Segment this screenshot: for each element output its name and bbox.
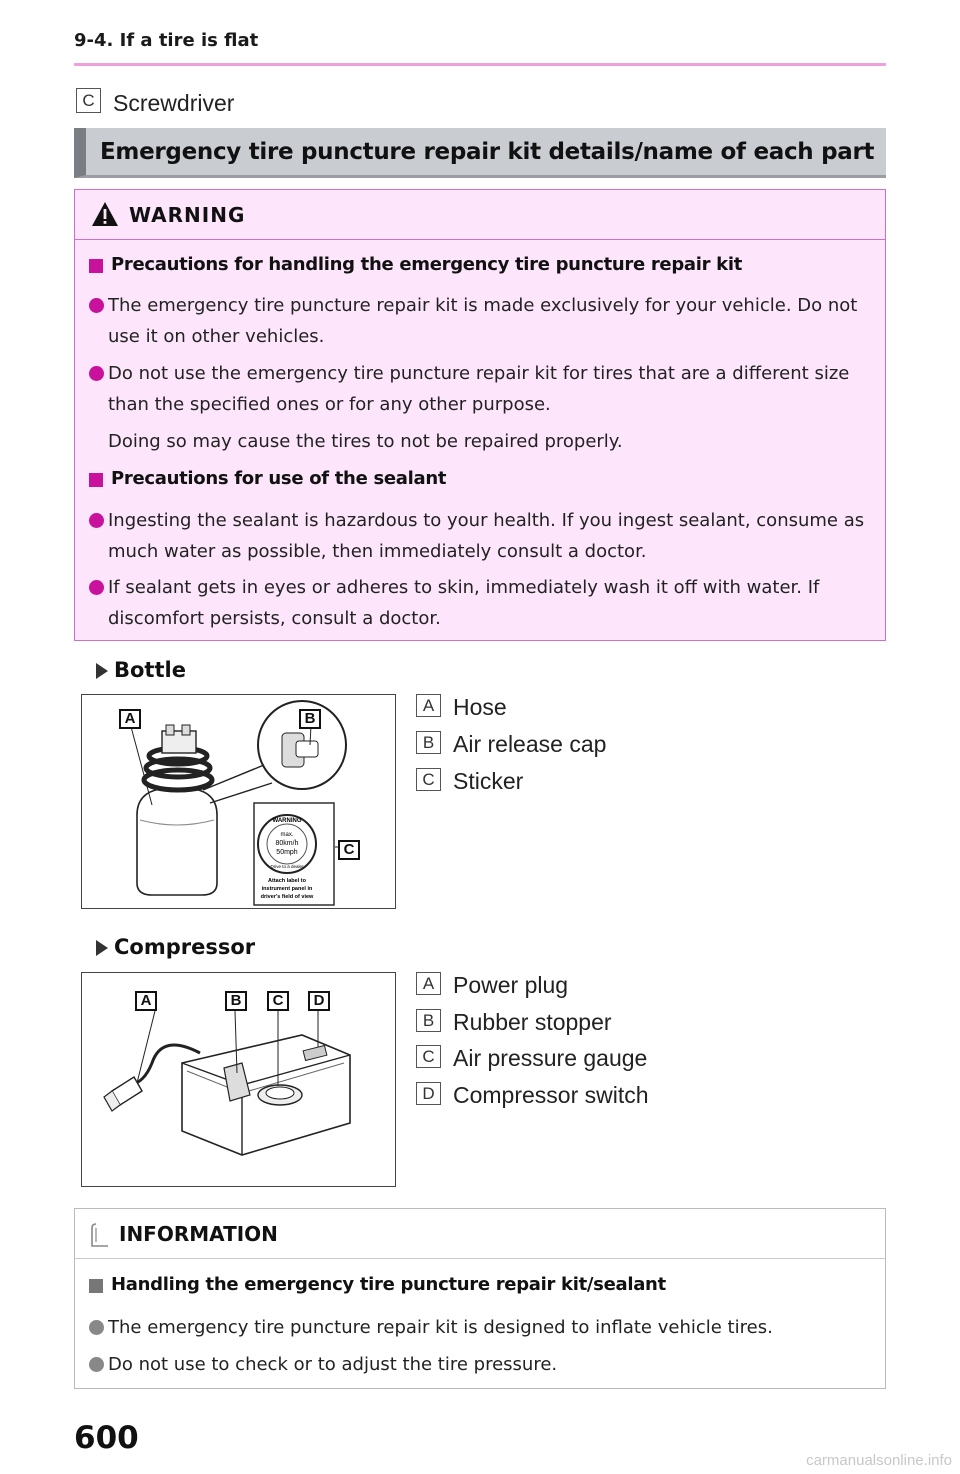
sticker-text: instrument panel in bbox=[261, 886, 313, 892]
watermark: carmanualsonline.info bbox=[806, 1452, 952, 1469]
information-header bbox=[75, 1209, 885, 1259]
figure-label-c: C bbox=[338, 840, 360, 860]
section-title-bar bbox=[74, 128, 886, 178]
part-letter-c: C bbox=[416, 768, 441, 791]
part-label-air-pressure-gauge: Air pressure gauge bbox=[453, 1045, 648, 1071]
figure-label-c: C bbox=[267, 991, 289, 1011]
sticker-text: 80km/h bbox=[275, 840, 299, 847]
warning-paragraph: The emergency tire puncture repair kit is made exclusively for your vehicle. Do not use it on other vehicles. bbox=[108, 295, 858, 347]
sticker-text: 50mph bbox=[276, 849, 298, 856]
warning-header bbox=[75, 190, 885, 240]
warning-box bbox=[74, 189, 886, 641]
figure-label-a: A bbox=[135, 991, 157, 1011]
section-header: 9-4. If a tire is flat bbox=[74, 30, 259, 51]
compressor-title: Compressor bbox=[114, 935, 256, 959]
square-bullet-icon bbox=[89, 259, 103, 273]
part-label-power-plug: Power plug bbox=[453, 972, 569, 998]
square-bullet-icon bbox=[89, 473, 103, 487]
bullet-dot-icon bbox=[89, 366, 104, 381]
triangle-bullet-icon bbox=[96, 663, 108, 679]
information-heading: Handling the emergency tire puncture repair kit/sealant bbox=[111, 1274, 666, 1295]
section-title: Emergency tire puncture repair kit details/name of each part bbox=[100, 139, 875, 165]
bullet-dot-icon bbox=[89, 1320, 104, 1335]
sticker-text: driver's field of view bbox=[260, 894, 314, 900]
warning-heading-handling: Precautions for handling the emergency tire puncture repair kit bbox=[111, 254, 743, 275]
square-bullet-icon bbox=[89, 1279, 103, 1293]
page-number: 600 bbox=[74, 1420, 139, 1456]
part-letter-a: A bbox=[416, 694, 441, 717]
figure-label-b: B bbox=[299, 709, 321, 729]
part-label-rubber-stopper: Rubber stopper bbox=[453, 1009, 612, 1035]
sticker-text: Attach label to bbox=[268, 878, 306, 884]
sticker-text: Drive to a dealer bbox=[270, 864, 304, 869]
warning-triangle-icon bbox=[91, 201, 119, 227]
part-label-sticker: Sticker bbox=[453, 768, 524, 794]
part-letter-d: D bbox=[416, 1082, 441, 1105]
note-icon bbox=[89, 1222, 111, 1248]
sticker-text: max. bbox=[280, 832, 294, 838]
bullet-dot-icon bbox=[89, 513, 104, 528]
figure-label-a: A bbox=[119, 709, 141, 729]
bottle-title: Bottle bbox=[114, 658, 186, 682]
bottle-illustration bbox=[81, 694, 396, 909]
figure-label-d: D bbox=[308, 991, 330, 1011]
bullet-dot-icon bbox=[89, 580, 104, 595]
part-label-compressor-switch: Compressor switch bbox=[453, 1082, 649, 1108]
header-divider bbox=[74, 63, 886, 66]
item-letter-c: C bbox=[76, 88, 101, 113]
sticker-text: WARNING bbox=[272, 818, 302, 824]
part-letter-a: A bbox=[416, 972, 441, 995]
bullet-dot-icon bbox=[89, 1357, 104, 1372]
warning-title: WARNING bbox=[129, 203, 246, 227]
part-letter-b: B bbox=[416, 1009, 441, 1032]
part-letter-b: B bbox=[416, 731, 441, 754]
part-label-air-release-cap: Air release cap bbox=[453, 731, 607, 757]
warning-paragraph: If sealant gets in eyes or adheres to skin, immediately wash it off with water. If discomfort persists, consult a doctor. bbox=[108, 577, 820, 629]
warning-paragraph: Doing so may cause the tires to not be repaired properly. bbox=[108, 431, 623, 452]
part-label-hose: Hose bbox=[453, 694, 507, 720]
figure-label-b: B bbox=[225, 991, 247, 1011]
part-letter-c: C bbox=[416, 1045, 441, 1068]
information-title: INFORMATION bbox=[119, 1222, 278, 1246]
warning-heading-sealant: Precautions for use of the sealant bbox=[111, 468, 447, 489]
item-label-screwdriver: Screwdriver bbox=[113, 90, 235, 116]
warning-paragraph: Do not use the emergency tire puncture repair kit for tires that are a different size than the specified ones or for any other purpose. bbox=[108, 363, 850, 415]
warning-paragraph: Ingesting the sealant is hazardous to your health. If you ingest sealant, consume as much water as possible, then immediately consult a doctor. bbox=[108, 510, 865, 562]
information-box bbox=[74, 1208, 886, 1389]
information-paragraph: The emergency tire puncture repair kit is designed to inflate vehicle tires. bbox=[108, 1317, 773, 1338]
bullet-dot-icon bbox=[89, 298, 104, 313]
compressor-illustration bbox=[81, 972, 396, 1187]
triangle-bullet-icon bbox=[96, 940, 108, 956]
information-paragraph: Do not use to check or to adjust the tire pressure. bbox=[108, 1354, 558, 1375]
